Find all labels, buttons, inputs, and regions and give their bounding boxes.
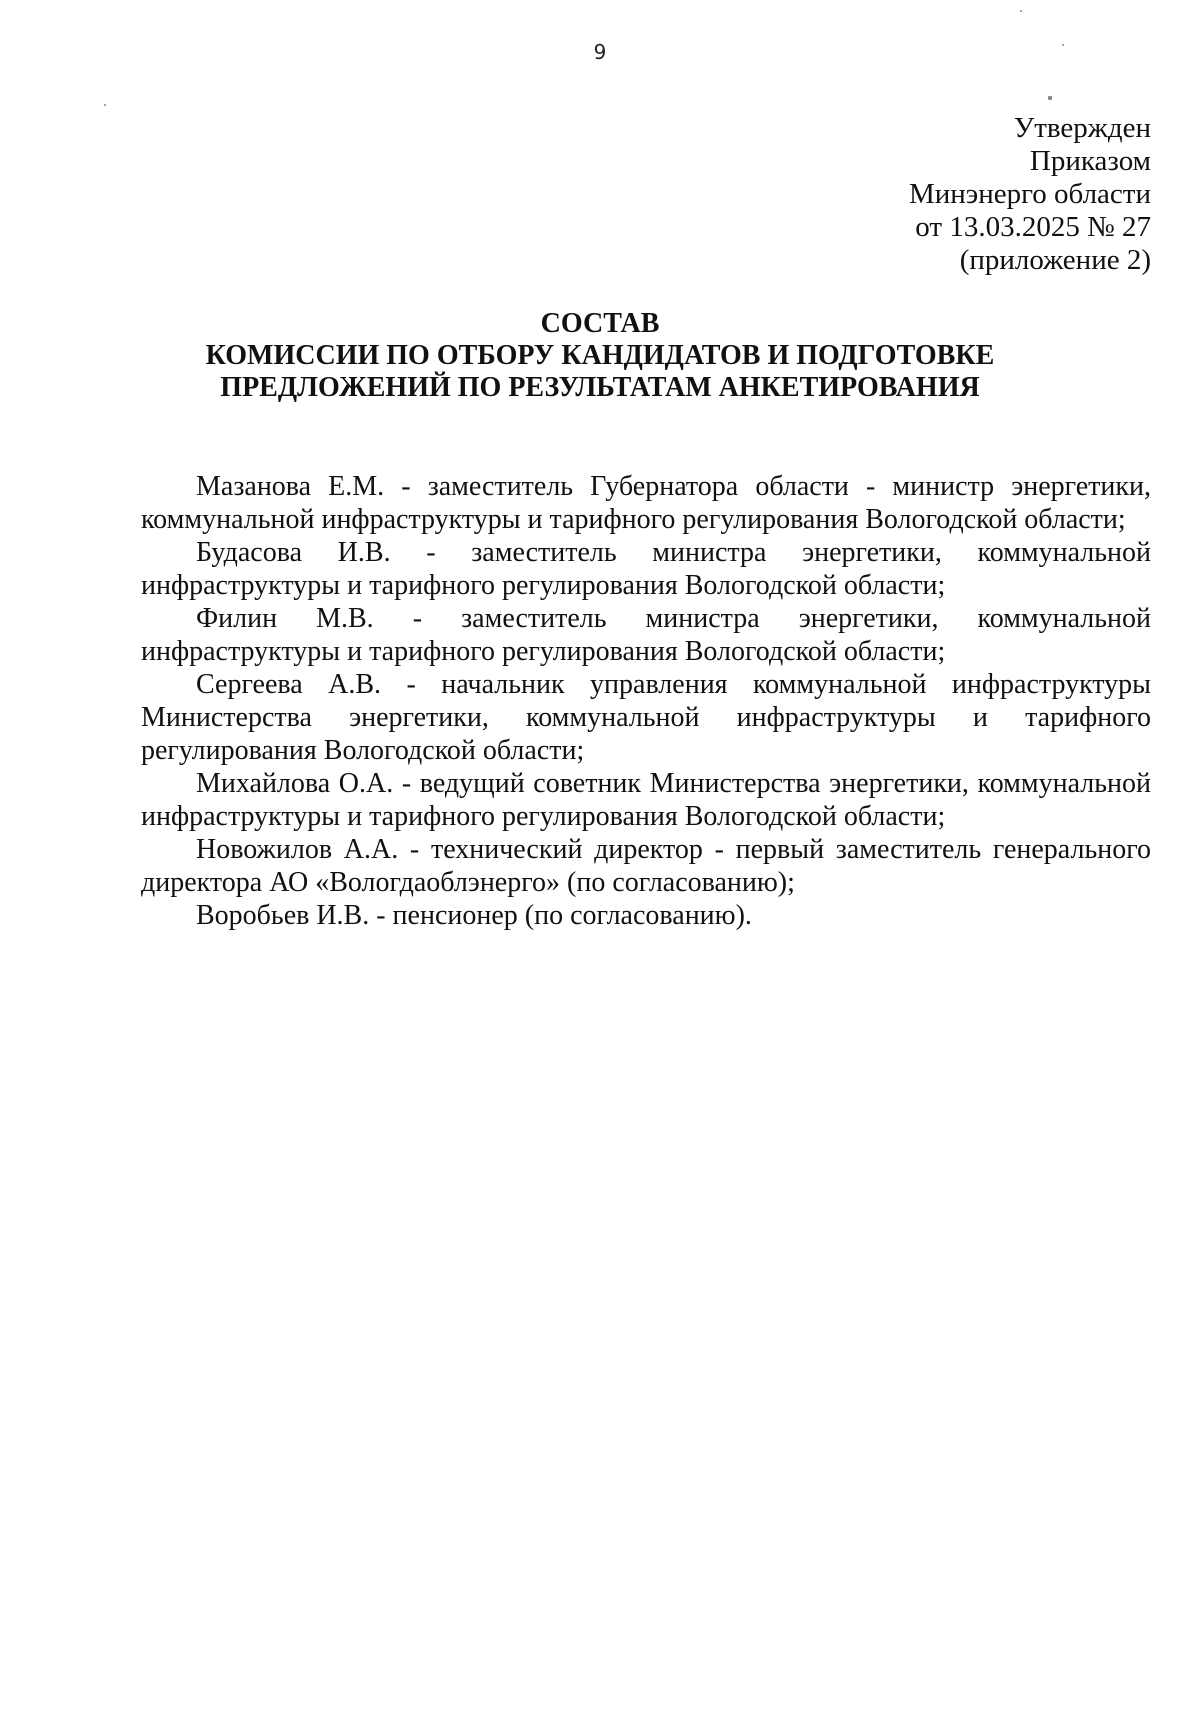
page-number: 9 xyxy=(593,40,607,64)
member-entry: Мазанова Е.М. - заместитель Губернатора области - министр энергетики, коммунальной инфраструктуры и тарифного регулирования Вологодской области; xyxy=(141,471,1151,535)
member-entry: Филин М.В. - заместитель министра энергетики, коммунальной инфраструктуры и тарифного регулирования Вологодской области; xyxy=(141,603,1151,667)
approval-line: Минэнерго области xyxy=(908,178,1151,210)
members-list xyxy=(141,470,1151,932)
approval-block xyxy=(909,112,1151,277)
approval-line: от 13.03.2025 № 27 xyxy=(915,211,1151,243)
member-entry: Михайлова О.А. - ведущий советник Министерства энергетики, коммунальной инфраструктуры и тарифного регулирования Вологодской области; xyxy=(141,768,1151,832)
scan-speck xyxy=(1020,10,1022,12)
approval-line: Утвержден xyxy=(1013,112,1151,144)
member-entry: Будасова И.В. - заместитель министра энергетики, коммунальной инфраструктуры и тарифного регулирования Вологодской области; xyxy=(141,537,1151,601)
title-line: СОСТАВ xyxy=(540,308,660,339)
approval-line: (приложение 2) xyxy=(959,244,1151,276)
scan-speck xyxy=(1048,96,1052,100)
scan-speck xyxy=(104,104,106,106)
member-entry: Сергеева А.В. - начальник управления коммунальной инфраструктуры Министерства энергетики, коммунальной инфраструктуры и тарифного регулирования Вологодской области; xyxy=(141,669,1151,766)
member-entry: Новожилов А.А. - технический директор - первый заместитель генерального директора АО «Вологдаоблэнерго» (по согласованию); xyxy=(141,834,1151,898)
approval-line: Приказом xyxy=(1029,145,1151,177)
member-entry: Воробьев И.В. - пенсионер (по согласованию). xyxy=(196,900,752,931)
title-line: КОМИССИИ ПО ОТБОРУ КАНДИДАТОВ И ПОДГОТОВКЕ xyxy=(205,340,995,371)
scan-speck xyxy=(1062,44,1064,46)
document-title xyxy=(0,308,1200,404)
title-line: ПРЕДЛОЖЕНИЙ ПО РЕЗУЛЬТАТАМ АНКЕТИРОВАНИЯ xyxy=(220,372,980,403)
